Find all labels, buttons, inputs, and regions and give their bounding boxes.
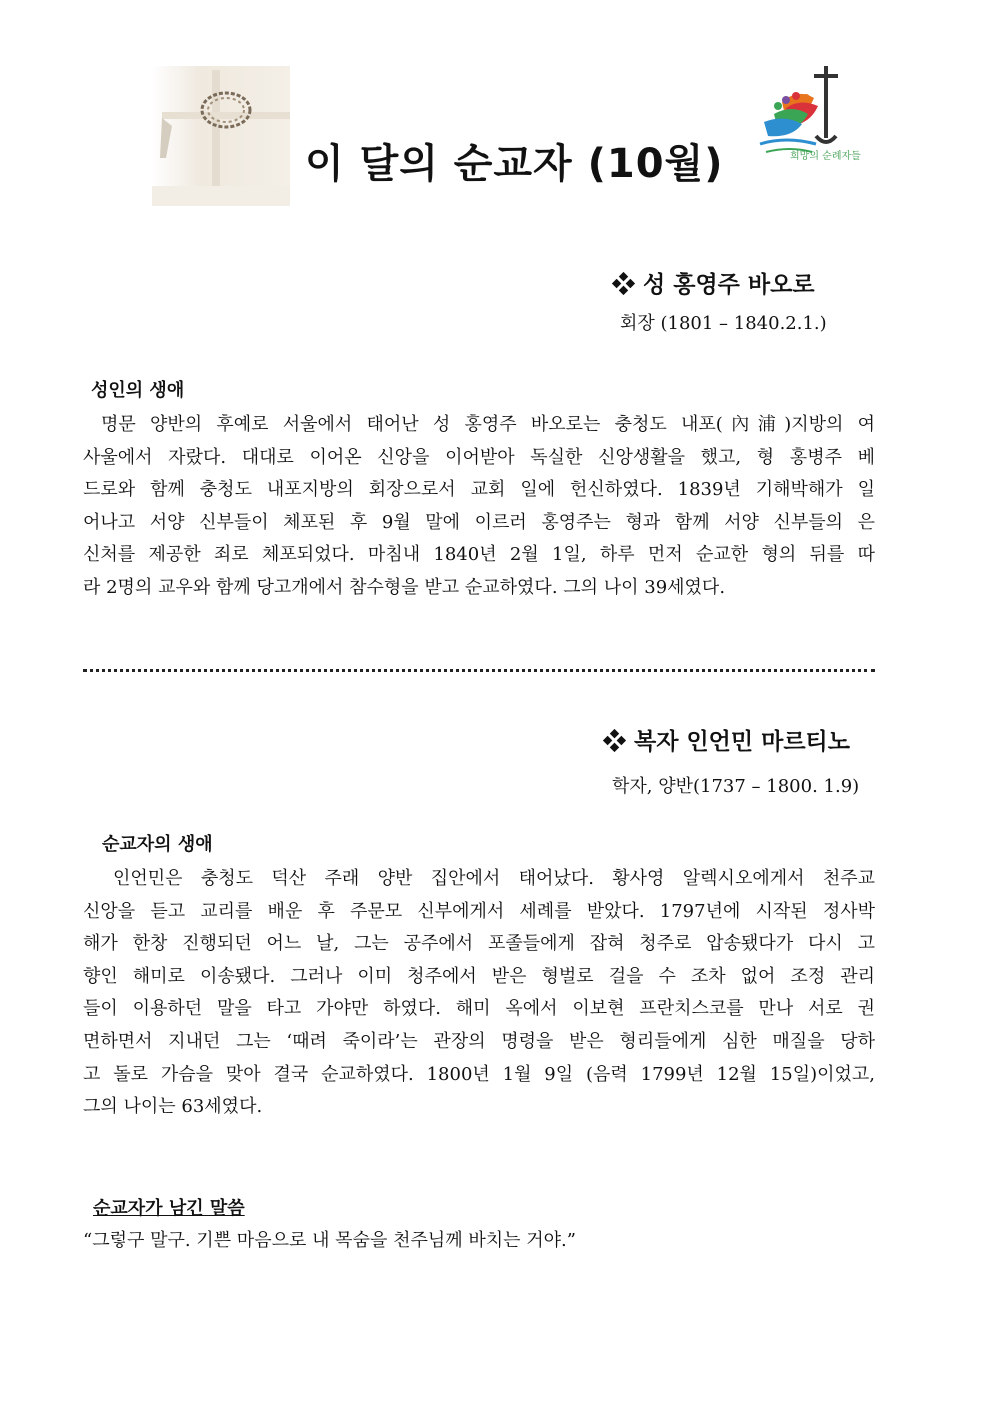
body-line: 그의 나이는 63세였다. <box>83 1096 263 1118</box>
logo-caption: 희망의 순례자들 <box>790 151 861 162</box>
body-line: 해가 한창 진행되던 어느 날, 그는 공주에서 포졸들에게 잡혀 청주로 압송됐다가 다시 고 <box>83 933 875 955</box>
body-line: 드로와 함께 충청도 내포지방의 회장으로서 교회 일에 헌신하였다. 1839년 기해박해가 일 <box>83 479 875 501</box>
saint2-section-heading: 순교자의 생애 <box>102 834 213 855</box>
body-line: 향인 해미로 이송됐다. 그러나 이미 청주에서 받은 형벌로 걸을 수 조차 없어 조정 관리 <box>83 965 875 987</box>
quote-heading: 순교자가 남긴 말씀 <box>93 1198 245 1219</box>
body-line: 인언민은 충청도 덕산 주래 양반 집안에서 태어났다. 황사영 알렉시오에게서 천주교 <box>113 868 875 889</box>
saint2-biography <box>83 863 875 1124</box>
body-line: 고 돌로 가슴을 맞아 결국 순교하였다. 1800년 1월 9일 (음력 1799년 12월 15일)이었고, <box>83 1063 875 1085</box>
body-line: 신처를 제공한 죄로 체포되었다. 마침내 1840년 2월 1일, 하루 먼저 순교한 형의 뒤를 따 <box>83 544 875 566</box>
saint1-role: 회장 (1801 – 1840.2.1.) <box>620 313 827 334</box>
saint1-section-heading: 성인의 생애 <box>91 380 185 401</box>
body-line: 면하면서 지내던 그는 ‘때려 죽이라’는 관장의 명령을 받은 형리들에게 심한 매질을 당하 <box>83 1030 875 1052</box>
saint2-role: 학자, 양반(1737 – 1800. 1.9) <box>612 776 860 797</box>
saint1-name: ❖ 성 홍영주 바오로 <box>612 271 815 298</box>
body-line: 명문 양반의 후예로 서울에서 태어난 성 홍영주 바오로는 충청도 내포(內浦)지방의 여 <box>101 414 875 435</box>
body-line: 어나고 서양 신부들이 체포된 후 9월 말에 이르러 홍영주는 형과 함께 서양 신부들의 은 <box>83 511 875 533</box>
page-title: 이 달의 순교자 (10월) <box>305 141 724 187</box>
cross-with-crown-of-thorns-image <box>152 66 290 206</box>
dotted-divider <box>83 669 875 672</box>
saint2-name: ❖ 복자 인언민 마르티노 <box>603 728 850 755</box>
body-line: 들이 이용하던 말을 타고 가야만 하였다. 해미 옥에서 이보현 프란치스코를 만나 서로 권 <box>83 998 875 1020</box>
body-line: 신앙을 듣고 교리를 배운 후 주문모 신부에게서 세례를 받았다. 1797년에 시작된 정사박 <box>83 900 875 922</box>
body-line: 라 2명의 교우와 함께 당고개에서 참수형을 받고 순교하였다. 그의 나이 39세였다. <box>83 576 726 598</box>
body-line: 사울에서 자랐다. 대대로 이어온 신앙을 이어받아 독실한 신앙생활을 했고, 형 홍병주 베 <box>83 446 875 468</box>
martyr-quote: “그렇구 말구. 기쁜 마음으로 내 목숨을 천주님께 바치는 거야.” <box>83 1230 576 1251</box>
saint1-biography <box>83 409 875 605</box>
